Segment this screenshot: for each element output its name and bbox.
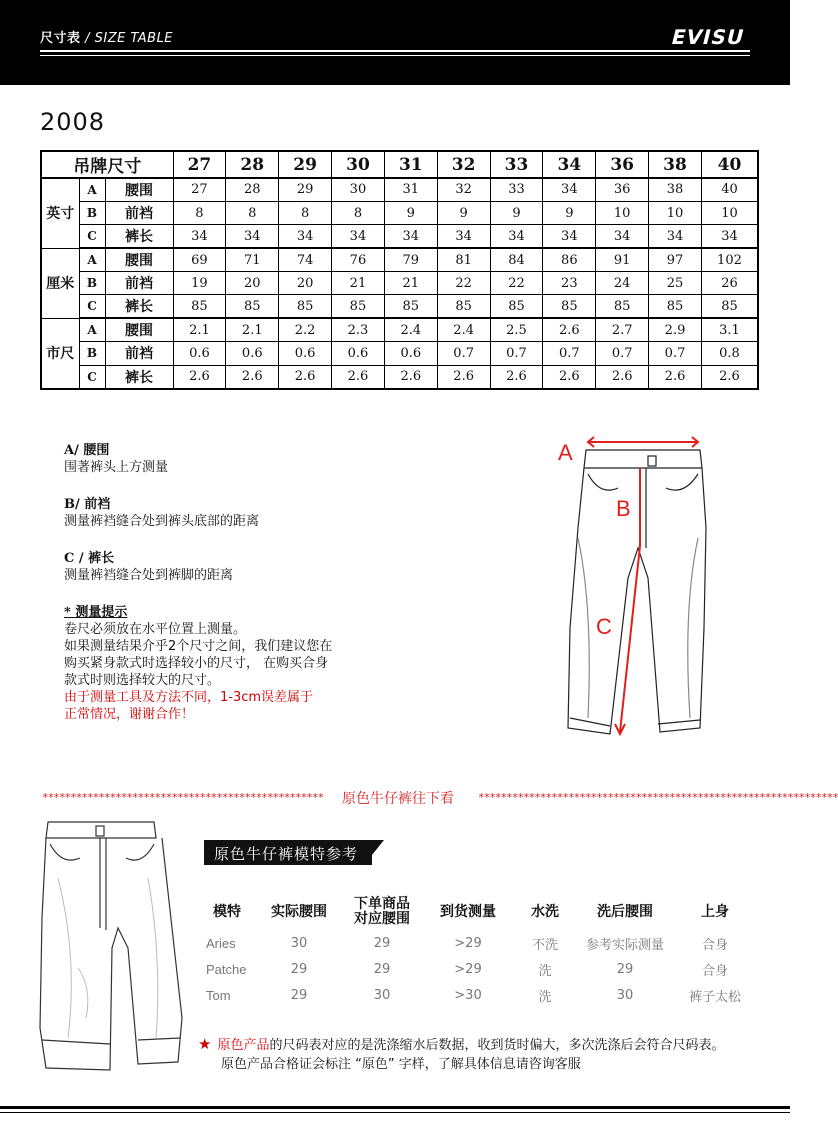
size-col-header: 34 — [543, 151, 596, 178]
tips-red-line: 正常情况，谢谢合作！ — [64, 707, 195, 722]
raw-denim-label-text: 原色牛仔裤模特参考 — [214, 845, 359, 863]
size-value-cell: 0.7 — [490, 342, 543, 365]
size-value-cell: 0.7 — [543, 342, 596, 365]
size-value-cell: 8 — [173, 201, 226, 224]
size-value-cell: 85 — [279, 295, 332, 318]
model-col-header: 下单商品 对应腰围 — [354, 896, 410, 927]
size-value-cell: 26 — [701, 272, 758, 295]
size-value-cell: 2.2 — [279, 318, 332, 341]
size-value-cell: 9 — [437, 201, 490, 224]
measure-name: 腰围 — [105, 178, 173, 201]
size-value-cell: 8 — [332, 201, 385, 224]
model-table-header-row — [196, 894, 758, 930]
measure-letter: B — [79, 342, 105, 365]
jeans-front-illustration — [548, 428, 728, 744]
size-value-cell: 22 — [490, 272, 543, 295]
size-row — [41, 178, 758, 201]
measure-name: 前裆 — [105, 342, 173, 365]
size-value-cell: 0.6 — [226, 342, 279, 365]
header-rule — [40, 50, 750, 52]
size-row — [41, 225, 758, 248]
size-value-cell: 84 — [490, 248, 543, 271]
note-b-title: B/ 前裆 — [64, 497, 111, 512]
size-col-header: 32 — [437, 151, 490, 178]
model-reference-table — [196, 894, 758, 1008]
size-value-cell: 2.6 — [596, 365, 649, 388]
size-value-cell: 85 — [332, 295, 385, 318]
size-col-header: 40 — [701, 151, 758, 178]
title-en: SIZE TABLE — [94, 31, 174, 46]
size-value-cell: 9 — [543, 201, 596, 224]
size-value-cell: 20 — [279, 272, 332, 295]
size-value-cell: 71 — [226, 248, 279, 271]
size-value-cell: 8 — [226, 201, 279, 224]
measure-letter: B — [79, 201, 105, 224]
size-value-cell: 85 — [384, 295, 437, 318]
size-value-cell: 29 — [279, 178, 332, 201]
measure-name: 裤长 — [105, 295, 173, 318]
footnote-line2: 原色产品合格证会标注 “原色” 字样，了解具体信息请咨询客服 — [221, 1057, 581, 1072]
model-col-header: 水洗 — [531, 903, 559, 920]
model-value-cell: 不洗 — [531, 937, 558, 953]
size-row — [41, 295, 758, 318]
size-value-cell: 85 — [437, 295, 490, 318]
size-table — [40, 150, 759, 390]
divider-text: 原色牛仔裤往下看 — [342, 791, 454, 807]
brand-size-label: 吊牌尺寸 — [41, 151, 173, 178]
note-c-desc: 测量裤裆缝合处到裤脚的距离 — [64, 568, 234, 583]
size-value-cell: 36 — [596, 178, 649, 201]
model-col-header: 模特 — [213, 903, 241, 920]
measure-name: 腰围 — [105, 248, 173, 271]
model-value-cell: 29 — [290, 961, 308, 977]
size-value-cell: 34 — [332, 225, 385, 248]
size-value-cell: 34 — [437, 225, 490, 248]
size-value-cell: 2.6 — [543, 318, 596, 341]
size-value-cell: 8 — [279, 201, 332, 224]
size-value-cell: 2.1 — [226, 318, 279, 341]
jeans-measurement-diagram — [548, 428, 728, 744]
tips-line: 如果测量结果介乎2个尺寸之间，我们建议您在 — [64, 639, 333, 654]
size-value-cell: 85 — [649, 295, 702, 318]
model-name: Patche — [206, 961, 247, 977]
model-value-cell: 30 — [373, 987, 391, 1003]
size-value-cell: 86 — [543, 248, 596, 271]
model-value-cell: 29 — [616, 961, 634, 977]
model-col-header: 实际腰围 — [271, 903, 327, 920]
size-value-cell: 34 — [701, 225, 758, 248]
tips-line: 卷尺必须放在水平位置上测量。 — [64, 622, 247, 637]
measure-letter: C — [79, 225, 105, 248]
size-col-header: 36 — [596, 151, 649, 178]
size-col-header: 28 — [226, 151, 279, 178]
measure-letter: A — [79, 178, 105, 201]
size-value-cell: 32 — [437, 178, 490, 201]
size-value-cell: 2.4 — [384, 318, 437, 341]
model-value-cell: >30 — [454, 987, 482, 1003]
divider-stars-right: **************************************************************** — [478, 791, 838, 804]
footer-rule — [0, 1106, 790, 1109]
model-value-cell: 合身 — [701, 963, 728, 979]
tips-line: 款式时则选择较大的尺寸。 — [64, 673, 221, 688]
note-a-title: A/ 腰围 — [64, 443, 110, 458]
size-value-cell: 91 — [596, 248, 649, 271]
size-value-cell: 102 — [701, 248, 758, 271]
measure-letter: A — [79, 318, 105, 341]
size-value-cell: 0.6 — [279, 342, 332, 365]
size-value-cell: 24 — [596, 272, 649, 295]
size-row — [41, 365, 758, 388]
evisu-logo: EVISU — [669, 25, 748, 49]
model-row — [196, 930, 758, 956]
size-value-cell: 34 — [226, 225, 279, 248]
size-value-cell: 34 — [279, 225, 332, 248]
size-value-cell: 2.6 — [490, 365, 543, 388]
footer-rule-thin — [0, 1112, 790, 1113]
size-value-cell: 0.7 — [437, 342, 490, 365]
size-value-cell: 85 — [173, 295, 226, 318]
size-col-header: 27 — [173, 151, 226, 178]
size-value-cell: 2.9 — [649, 318, 702, 341]
measure-name: 裤长 — [105, 225, 173, 248]
model-value-cell: 29 — [290, 987, 308, 1003]
size-value-cell: 21 — [332, 272, 385, 295]
size-row — [41, 248, 758, 271]
size-value-cell: 0.8 — [701, 342, 758, 365]
label-a: A — [558, 440, 573, 465]
size-value-cell: 20 — [226, 272, 279, 295]
model-value-cell: 30 — [290, 935, 308, 951]
size-value-cell: 2.6 — [384, 365, 437, 388]
unit-group-label: 市尺 — [41, 318, 79, 388]
size-row — [41, 342, 758, 365]
size-value-cell: 2.5 — [490, 318, 543, 341]
header-title — [40, 27, 173, 46]
size-value-cell: 34 — [596, 225, 649, 248]
size-value-cell: 2.6 — [701, 365, 758, 388]
size-value-cell: 81 — [437, 248, 490, 271]
measure-letter: C — [79, 295, 105, 318]
size-col-header: 29 — [279, 151, 332, 178]
size-value-cell: 28 — [226, 178, 279, 201]
tips-red-line: 由于测量工具及方法不同，1-3cm误差属于 — [64, 690, 314, 705]
size-value-cell: 21 — [384, 272, 437, 295]
size-table-header-row — [41, 151, 758, 178]
inseam-arrow — [620, 546, 640, 732]
note-b-desc: 测量裤裆缝合处到裤头底部的距离 — [64, 514, 260, 529]
size-value-cell: 0.6 — [384, 342, 437, 365]
size-value-cell: 40 — [701, 178, 758, 201]
model-value-cell: 29 — [373, 961, 391, 977]
size-row — [41, 201, 758, 224]
size-value-cell: 31 — [384, 178, 437, 201]
model-value-cell: 裤子太松 — [688, 989, 741, 1005]
size-value-cell: 3.1 — [701, 318, 758, 341]
model-name: Aries — [206, 935, 236, 951]
model-value-cell: 洗 — [538, 963, 552, 979]
size-value-cell: 34 — [543, 178, 596, 201]
year-heading: 2008 — [40, 108, 106, 136]
size-value-cell: 85 — [701, 295, 758, 318]
raw-jeans-illustration — [38, 818, 184, 1076]
label-bar-slant — [364, 840, 384, 865]
size-value-cell: 19 — [173, 272, 226, 295]
model-col-header: 洗后腰围 — [597, 903, 653, 920]
size-value-cell: 34 — [649, 225, 702, 248]
model-row — [196, 982, 758, 1008]
size-value-cell: 0.6 — [173, 342, 226, 365]
size-value-cell: 33 — [490, 178, 543, 201]
model-value-cell: 29 — [373, 935, 391, 951]
measure-letter: A — [79, 248, 105, 271]
footnote-line1: 的尺码表对应的是洗涤缩水后数据，收到货时偏大，多次洗涤后会符合尺码表。 — [269, 1038, 725, 1053]
measure-name: 前裆 — [105, 272, 173, 295]
size-value-cell: 2.6 — [543, 365, 596, 388]
size-value-cell: 85 — [596, 295, 649, 318]
tips-line: 购买紧身款式时选择较小的尺寸， 在购买合身 — [64, 656, 329, 671]
size-value-cell: 10 — [701, 201, 758, 224]
size-value-cell: 0.7 — [596, 342, 649, 365]
page-header — [0, 0, 790, 85]
size-value-cell: 0.6 — [332, 342, 385, 365]
size-value-cell: 2.3 — [332, 318, 385, 341]
measure-name: 腰围 — [105, 318, 173, 341]
size-value-cell: 79 — [384, 248, 437, 271]
model-value-cell: >29 — [454, 935, 482, 951]
model-value-cell: 合身 — [701, 937, 728, 953]
measure-name: 前裆 — [105, 201, 173, 224]
size-col-header: 38 — [649, 151, 702, 178]
size-value-cell: 2.6 — [649, 365, 702, 388]
size-value-cell: 23 — [543, 272, 596, 295]
title-separator: / — [80, 31, 95, 46]
size-value-cell: 2.7 — [596, 318, 649, 341]
raw-denim-footnote — [198, 1035, 724, 1074]
model-value-cell: 洗 — [538, 989, 552, 1005]
footnote-red: 原色产品 — [217, 1038, 270, 1053]
unit-group-label: 厘米 — [41, 248, 79, 318]
size-value-cell: 9 — [490, 201, 543, 224]
size-col-header: 31 — [384, 151, 437, 178]
size-value-cell: 2.6 — [332, 365, 385, 388]
size-value-cell: 2.1 — [173, 318, 226, 341]
raw-denim-divider — [40, 788, 838, 808]
label-b: B — [616, 496, 631, 521]
size-value-cell: 9 — [384, 201, 437, 224]
measure-letter: B — [79, 272, 105, 295]
divider-stars-left: ************************************************** — [42, 791, 324, 804]
model-col-header: 到货测量 — [440, 903, 496, 920]
size-value-cell: 2.6 — [279, 365, 332, 388]
note-c-title: C / 裤长 — [64, 551, 115, 566]
measurement-notes — [64, 442, 404, 723]
size-value-cell: 34 — [490, 225, 543, 248]
label-c: C — [596, 614, 612, 639]
size-value-cell: 2.6 — [173, 365, 226, 388]
size-value-cell: 85 — [543, 295, 596, 318]
measure-letter: C — [79, 365, 105, 388]
size-value-cell: 74 — [279, 248, 332, 271]
model-value-cell: 30 — [616, 987, 634, 1003]
raw-denim-label — [204, 840, 388, 865]
note-a-desc: 围著裤头上方测量 — [64, 460, 169, 475]
size-value-cell: 38 — [649, 178, 702, 201]
size-value-cell: 27 — [173, 178, 226, 201]
size-value-cell: 10 — [596, 201, 649, 224]
tips-title: * 测量提示 — [64, 605, 128, 620]
size-value-cell: 85 — [226, 295, 279, 318]
size-value-cell: 30 — [332, 178, 385, 201]
model-name: Tom — [206, 987, 231, 1003]
size-value-cell: 34 — [543, 225, 596, 248]
title-cn: 尺寸表 — [40, 31, 81, 46]
size-value-cell: 10 — [649, 201, 702, 224]
model-row — [196, 956, 758, 982]
model-value-cell: 参考实际测量 — [585, 937, 664, 953]
model-col-header: 上身 — [701, 903, 729, 920]
size-value-cell: 0.7 — [649, 342, 702, 365]
size-row — [41, 272, 758, 295]
size-value-cell: 2.4 — [437, 318, 490, 341]
measure-name: 裤长 — [105, 365, 173, 388]
size-value-cell: 69 — [173, 248, 226, 271]
size-value-cell: 85 — [490, 295, 543, 318]
size-row — [41, 318, 758, 341]
size-value-cell: 76 — [332, 248, 385, 271]
size-col-header: 33 — [490, 151, 543, 178]
star-icon: ★ — [198, 1035, 212, 1053]
size-value-cell: 2.6 — [226, 365, 279, 388]
size-value-cell: 22 — [437, 272, 490, 295]
size-col-header: 30 — [332, 151, 385, 178]
size-value-cell: 25 — [649, 272, 702, 295]
model-value-cell: >29 — [454, 961, 482, 977]
size-value-cell: 34 — [384, 225, 437, 248]
size-value-cell: 97 — [649, 248, 702, 271]
header-rule-thin — [40, 55, 750, 56]
size-value-cell: 34 — [173, 225, 226, 248]
unit-group-label: 英寸 — [41, 178, 79, 248]
size-value-cell: 2.6 — [437, 365, 490, 388]
